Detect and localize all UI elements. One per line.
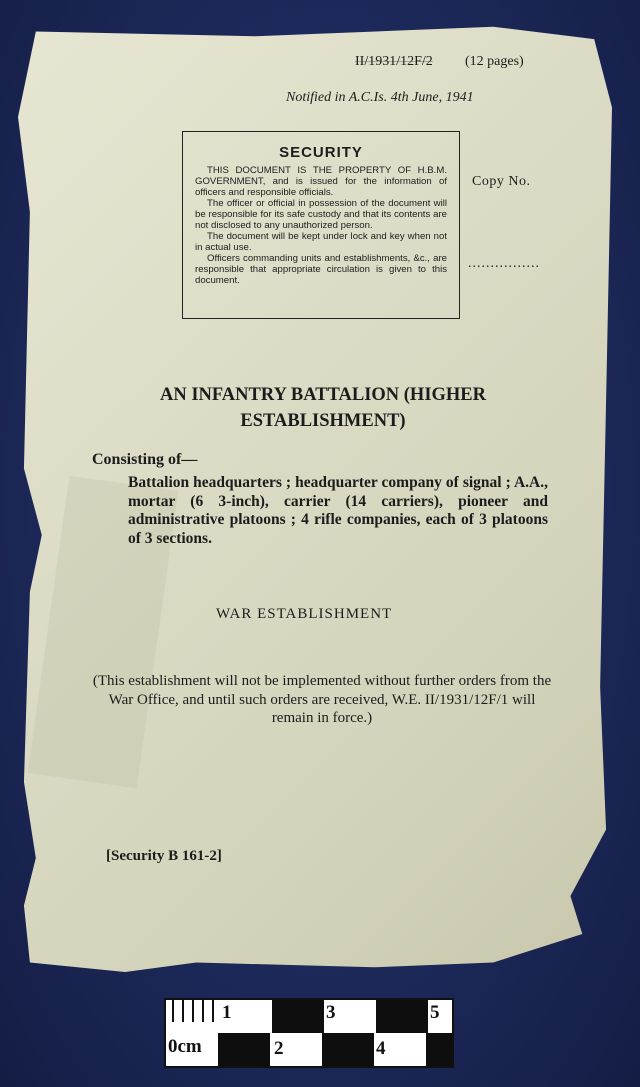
ruler-block [218,1033,270,1066]
consisting-label: Consisting of— [92,451,198,468]
ruler-number: 4 [376,1038,386,1059]
ruler-tick [172,1000,174,1022]
ruler-tick [182,1000,184,1022]
ruler-block [376,1000,428,1033]
ruler-tick [192,1000,194,1022]
ruler-number: 3 [326,1002,336,1023]
ruler-tick [202,1000,204,1022]
ruler-unit: 0cm [168,1036,202,1057]
security-paragraph: Officers commanding units and establishments, &c., are responsible that appropriate circulation is given to this document. [195,253,447,286]
unit-description: Battalion headquarters ; headquarter company of signal ; A.A., mortar (6 3-inch), carrier (14 carriers), pioneer and administrative platoons ; 4 rifle companies, each of 3 platoons of 3 sections. [128,474,548,547]
ruler-tick [212,1000,214,1022]
notified-line: Notified in A.C.Is. 4th June, 1941 [286,90,474,105]
ruler-block [426,1033,452,1066]
copy-number-blank: ................ [468,256,540,271]
ruler-block [322,1033,374,1066]
security-paragraph: THIS DOCUMENT IS THE PROPERTY OF H.B.M. GOVERNMENT, and is issued for the information of officers and responsible officials. [195,165,447,198]
war-establishment-heading: WAR ESTABLISHMENT [216,606,393,622]
scale-ruler [164,998,454,1068]
security-notice-box [182,131,460,319]
page-count: (12 pages) [465,54,524,69]
document-reference: II/1931/12F/2 [355,54,433,69]
copy-number-label: Copy No. [472,174,531,189]
ruler-number: 1 [222,1002,232,1023]
ruler-number: 2 [274,1038,284,1059]
document-title: AN INFANTRY BATTALION (HIGHER ESTABLISHMENT) [159,385,487,431]
implementation-note: (This establishment will not be implemented without further orders from the War Office, and until such orders are received, W.E. II/1931/12F/1 will remain in force.) [92,673,552,726]
security-paragraph: The document will be kept under lock and key when not in actual use. [195,231,447,253]
ruler-block [272,1000,324,1033]
ruler-number: 5 [430,1002,440,1023]
security-heading: SECURITY [279,144,363,161]
security-paragraph: The officer or official in possession of the document will be responsible for its safe custody and that its contents are not disclosed to any unauthorized person. [195,198,447,231]
security-reference: [Security B 161-2] [106,848,222,864]
